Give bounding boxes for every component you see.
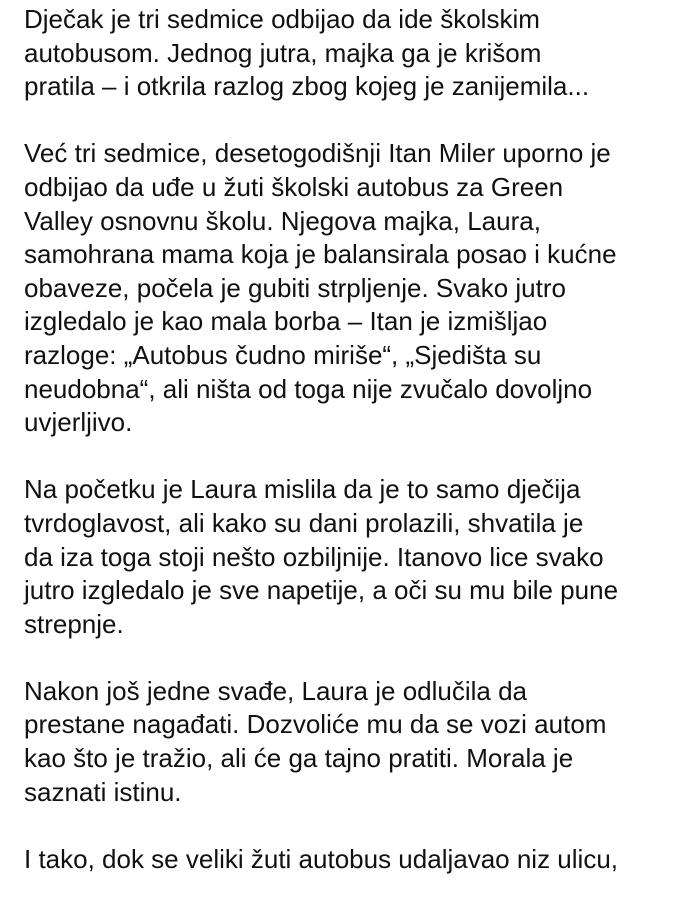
text-line: uvjerljivo. [24,407,133,438]
text-line: da iza toga stoji nešto ozbiljnije. Itanovo lice svako [24,541,604,572]
paragraph [24,675,692,809]
text-line: prestane nagađati. Dozvoliće mu da se vozi autom [24,709,607,740]
text-line: obaveze, počela je gubiti strpljenje. Svako jutro [24,272,566,303]
text-line: razloge: „Autobus čudno miriše“, „Sjedišta su [24,339,542,370]
article-text [24,3,692,910]
text-line: Nakon još jedne svađe, Laura je odlučila da [24,675,528,706]
text-line: saznati istinu. [24,776,182,807]
text-line: neudobna“, ali ništa od toga nije zvučalo dovoljno [24,373,593,404]
text-line: jutro izgledalo je sve napetije, a oči su mu bile pune [24,575,619,606]
paragraph-headline [24,3,692,104]
text-line: kao što je tražio, ali će ga tajno pratiti. Morala je [24,743,574,774]
text-line: Dječak je tri sedmice odbijao da ide školskim [24,4,540,34]
paragraph [24,843,692,877]
text-line: Valley osnovnu školu. Njegova majka, Laura, [24,205,541,236]
text-line: samohrana mama koja je balansirala posao i kućne [24,239,617,270]
text-line: izgledalo je kao mala borba – Itan je izmišljao [24,306,548,337]
text-line: I tako, dok se veliki žuti autobus udaljavao niz ulicu, [24,843,619,874]
text-line: tvrdoglavost, ali kako su dani prolazili, shvatila je [24,507,584,538]
text-line: autobusom. Jednog jutra, majka ga je krišom [24,37,542,68]
paragraph [24,473,692,641]
text-line: strepnje. [24,608,124,639]
text-line: pratila – i otkrila razlog zbog kojeg je zanijemila... [24,71,590,102]
text-line: odbijao da uđe u žuti školski autobus za Green [24,171,564,202]
text-line: Na početku je Laura mislila da je to samo dječija [24,474,581,505]
text-line: Već tri sedmice, desetogodišnji Itan Miler uporno je [24,138,611,169]
paragraph [24,137,692,439]
